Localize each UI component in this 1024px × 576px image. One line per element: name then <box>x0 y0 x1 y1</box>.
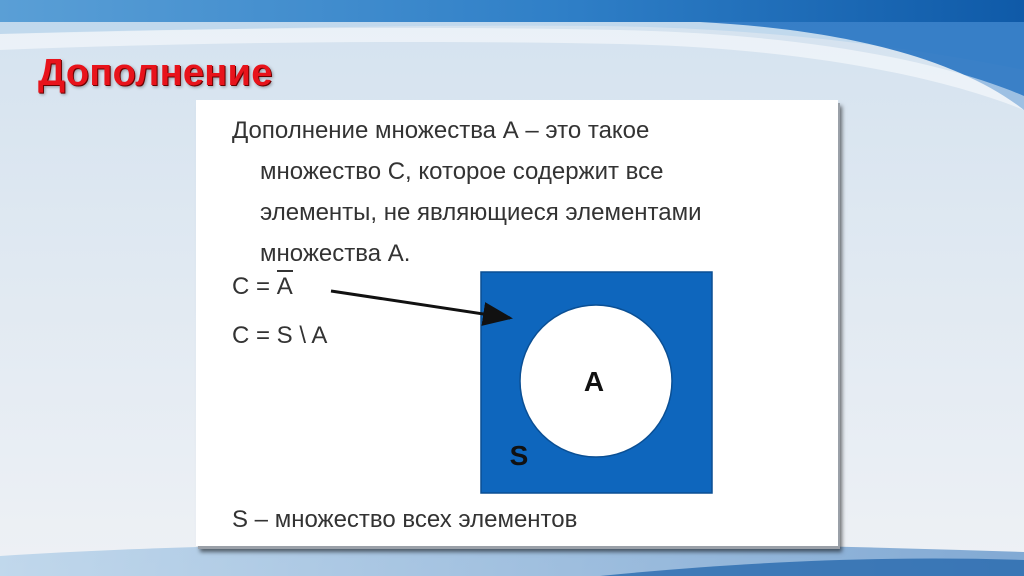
formula-overlined-set: А <box>277 270 293 300</box>
definition-line: элементы, не являющиеся элементами <box>260 199 702 226</box>
footnote-text: S – множество всех элементов <box>232 506 578 533</box>
formula-lhs: С = <box>232 273 277 300</box>
universe-label: S <box>509 440 529 471</box>
definition-line: Дополнение множества А – это такое <box>232 117 650 144</box>
definition-line: множества А. <box>260 240 411 267</box>
difference-formula: С = S \ A <box>232 322 328 349</box>
slide-title: Дополнение <box>38 52 273 94</box>
definition-line: множество С, которое содержит все <box>260 158 664 185</box>
set-a-label: A <box>583 366 605 397</box>
